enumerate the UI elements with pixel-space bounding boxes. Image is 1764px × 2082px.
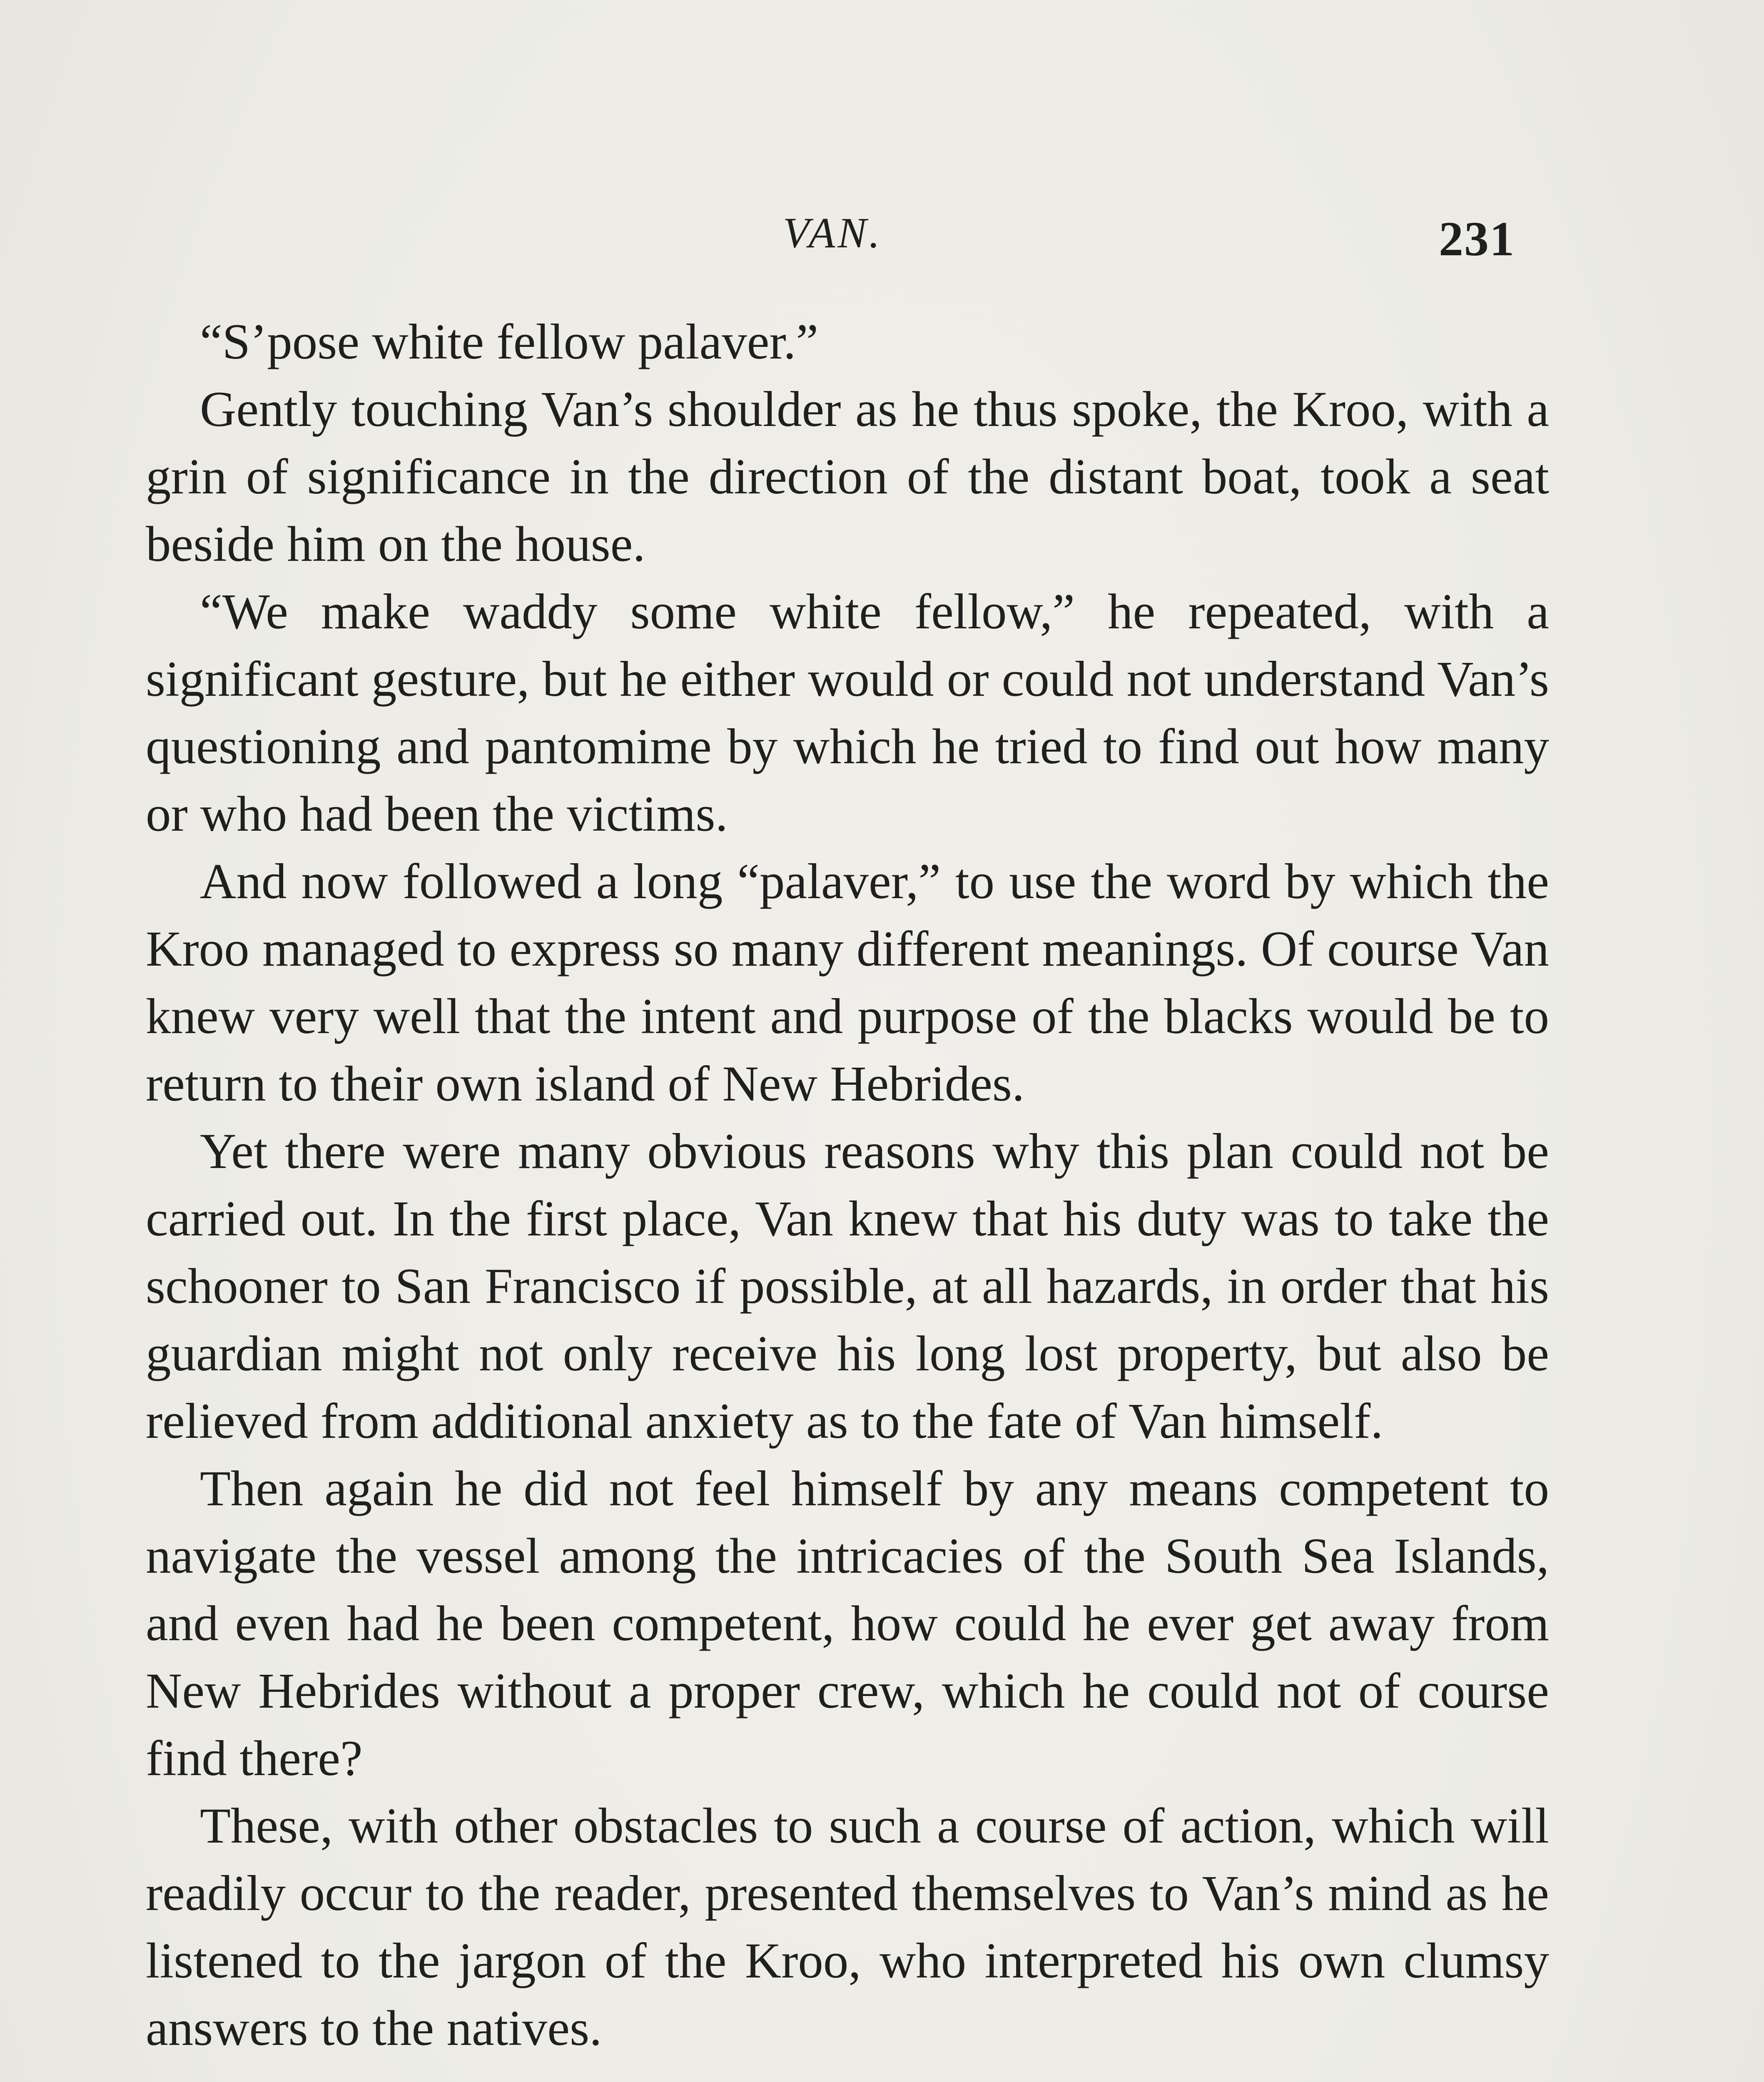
paragraph: And now followed a long “palaver,” to use the word by which the Kroo managed to express so many different meanings. Of course Van knew very well that the intent and purpose of the blacks would be to return to their own island of New Hebrides.	[146, 854, 1549, 1112]
paragraph: Gently touching Van’s shoulder as he thus spoke, the Kroo, with a grin of significance in the direction of the distant boat, took a seat beside him on the house.	[146, 381, 1549, 572]
paragraph: Yet there were many obvious reasons why this plan could not be carried out. In the first place, Van knew that his duty was to take the schooner to San Francisco if possible, at all hazards, in order that his guardian might not only receive his long lost property, but also be relieved from additional anxiety as to the fate of Van himself.	[146, 1123, 1549, 1449]
paragraph: “We make waddy some white fellow,” he repeated, with a significant gesture, but he either would or could not understand Van’s questioning and pantomime by which he tried to find out how many or who had been the victims.	[146, 584, 1549, 842]
paragraph: These, with other obstacles to such a course of action, which will readily occur to the reader, presented themselves to Van’s mind as he listened to the jargon of the Kroo, who interpreted his own clumsy answers to the natives.	[146, 1798, 1549, 2056]
paragraph: Then again he did not feel himself by any means competent to navigate the vessel among the intricacies of the South Sea Islands, and even had he been competent, how could he ever get away from New Hebrides without a proper crew, which he could not of course find there?	[146, 1461, 1549, 1786]
running-head-title: VAN.	[783, 209, 882, 257]
page-number: 231	[1439, 212, 1515, 266]
body-text	[146, 308, 1549, 2062]
paragraph: “S’pose white fellow palaver.”	[200, 314, 819, 370]
running-head	[0, 208, 1764, 266]
